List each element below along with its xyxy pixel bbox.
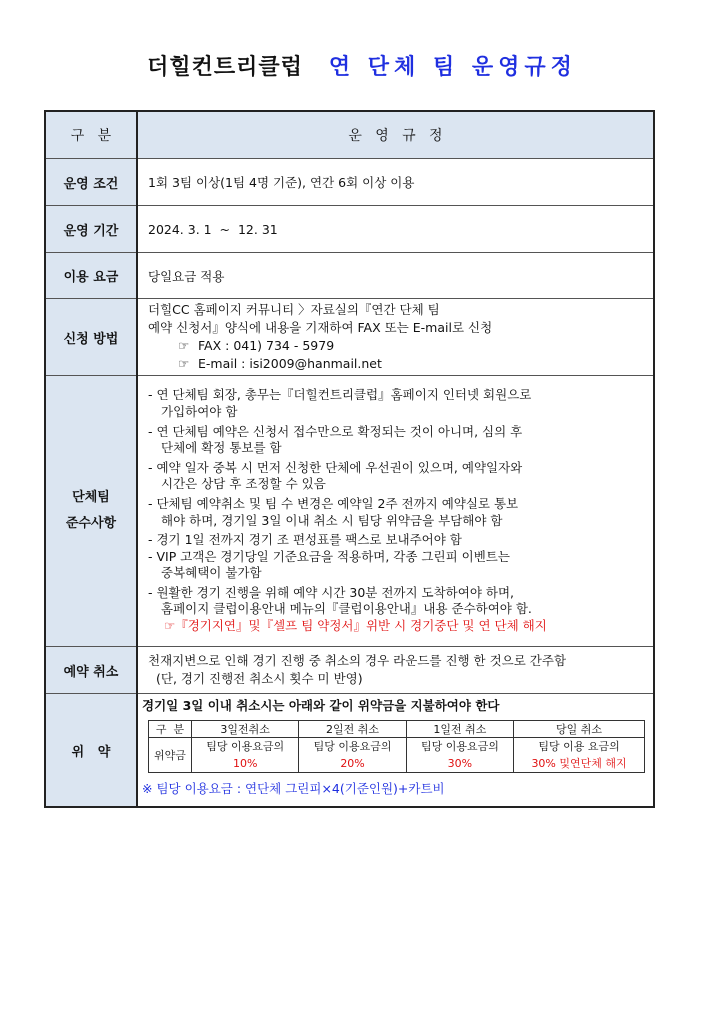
apply-line-2: 예약 신청서』양식에 내용을 기재하여 FAX 또는 E-mail로 신청	[148, 320, 493, 335]
penalty-table-row	[149, 738, 645, 773]
rule-warning: ☞『경기지연』및『셀프 팀 약정서』위반 시 경기중단 및 연 단체 해지	[164, 618, 547, 634]
rule-item: - 단체팀 예약취소 및 팀 수 변경은 예약일 2주 전까지 예약실로 통보 해야 하며, 경기일 3일 이내 취소 시 팀당 위약금을 부담해야 함	[148, 495, 519, 528]
penalty-cell: 팀당 이용요금의 20%	[299, 738, 406, 773]
cancel-line-1: 천재지변으로 인해 경기 진행 중 취소의 경우 라운드를 진행 한 것으로 간주함	[148, 653, 567, 668]
value-rules	[137, 376, 654, 647]
header-rules: 운 영 규 정	[137, 111, 654, 159]
penalty-cell: 팀당 이용요금의 30%	[406, 738, 513, 773]
penalty-row-label: 위약금	[149, 738, 192, 773]
table-header-row	[45, 111, 654, 159]
label-period: 운영 기간	[45, 206, 137, 253]
rule-item: - 연 단체팀 예약은 신청서 접수만으로 확정되는 것이 아니며, 심의 후 단체에 확정 통보를 함	[148, 423, 523, 456]
rule-item: - 원활한 경기 진행을 위해 예약 시간 30분 전까지 도착하여야 하며, 홈페이지 클럽이용안내 메뉴의『클럽이용안내』내용 준수하여야 함.	[148, 584, 532, 617]
value-penalty	[137, 694, 654, 808]
value-cancel	[137, 647, 654, 694]
table-row-penalty	[45, 694, 654, 808]
penalty-header-cell: 구 분	[149, 721, 192, 738]
value-condition: 1회 3팀 이상(1팀 4명 기준), 연간 6회 이상 이용	[137, 159, 654, 206]
label-condition: 운영 조건	[45, 159, 137, 206]
header-category: 구 분	[45, 111, 137, 159]
penalty-note: ※ 팀당 이용요금 : 연단체 그린피×4(기준인원)+카트비	[142, 781, 445, 796]
table-row-condition	[45, 159, 654, 206]
penalty-header-cell: 당일 취소	[514, 721, 645, 738]
table-row-rules	[45, 376, 654, 647]
apply-email: ☞ E-mail : isi2009@hanmail.net	[178, 356, 382, 371]
table-row-cancel	[45, 647, 654, 694]
cancel-line-2: (단, 경기 진행전 취소시 횟수 미 반영)	[156, 671, 363, 686]
table-row-period	[45, 206, 654, 253]
penalty-header-cell: 1일전 취소	[406, 721, 513, 738]
label-apply: 신청 방법	[45, 299, 137, 376]
penalty-heading: 경기일 3일 이내 취소시는 아래와 같이 위약금을 지불하여야 한다	[142, 698, 500, 713]
rule-item: - 연 단체팀 회장, 총무는『더힐컨트리클럽』홈페이지 인터넷 회원으로 가입하여야 함	[148, 387, 532, 419]
table-row-apply	[45, 299, 654, 376]
value-period: 2024. 3. 1 ~ 12. 31	[137, 206, 654, 253]
value-fee: 당일요금 적용	[137, 253, 654, 299]
label-penalty: 위 약	[45, 694, 137, 808]
value-apply	[137, 299, 654, 376]
penalty-cell: 팀당 이용요금의 10%	[192, 738, 299, 773]
label-fee: 이용 요금	[45, 253, 137, 299]
pointing-hand-icon: ☞	[178, 356, 190, 371]
title-club-name: 더힐컨트리클럽	[147, 55, 303, 80]
penalty-cell: 팀당 이용 요금의 30% 및연단체 해지	[514, 738, 645, 773]
penalty-table	[148, 720, 645, 773]
apply-fax: ☞ FAX : 041) 734 - 5979	[178, 338, 335, 353]
table-row-fee	[45, 253, 654, 299]
rule-item: - 예약 일자 중복 시 먼저 신청한 단체에 우선권이 있으며, 예약일자와 시간은 상담 후 조정할 수 있음	[148, 459, 523, 492]
rule-item: - 경기 1일 전까지 경기 조 편성표를 팩스로 보내주어야 함	[148, 532, 462, 548]
label-rules: 단체팀 준수사항	[45, 376, 137, 647]
apply-line-1: 더힐CC 홈페이지 커뮤니티 〉자료실의『연간 단체 팀	[148, 302, 440, 317]
label-cancel: 예약 취소	[45, 647, 137, 694]
pointing-hand-icon: ☞	[178, 338, 190, 353]
title-subject: 연 단체 팀 운영규정	[328, 55, 577, 80]
penalty-header-cell: 3일전취소	[192, 721, 299, 738]
rules-table	[44, 110, 655, 808]
page-title	[0, 50, 724, 81]
penalty-table-header-row	[149, 721, 645, 738]
rule-item: - VIP 고객은 경기당일 기준요금을 적용하며, 각종 그린피 이벤트는 중복혜택이 불가함	[148, 548, 510, 581]
penalty-header-cell: 2일전 취소	[299, 721, 406, 738]
